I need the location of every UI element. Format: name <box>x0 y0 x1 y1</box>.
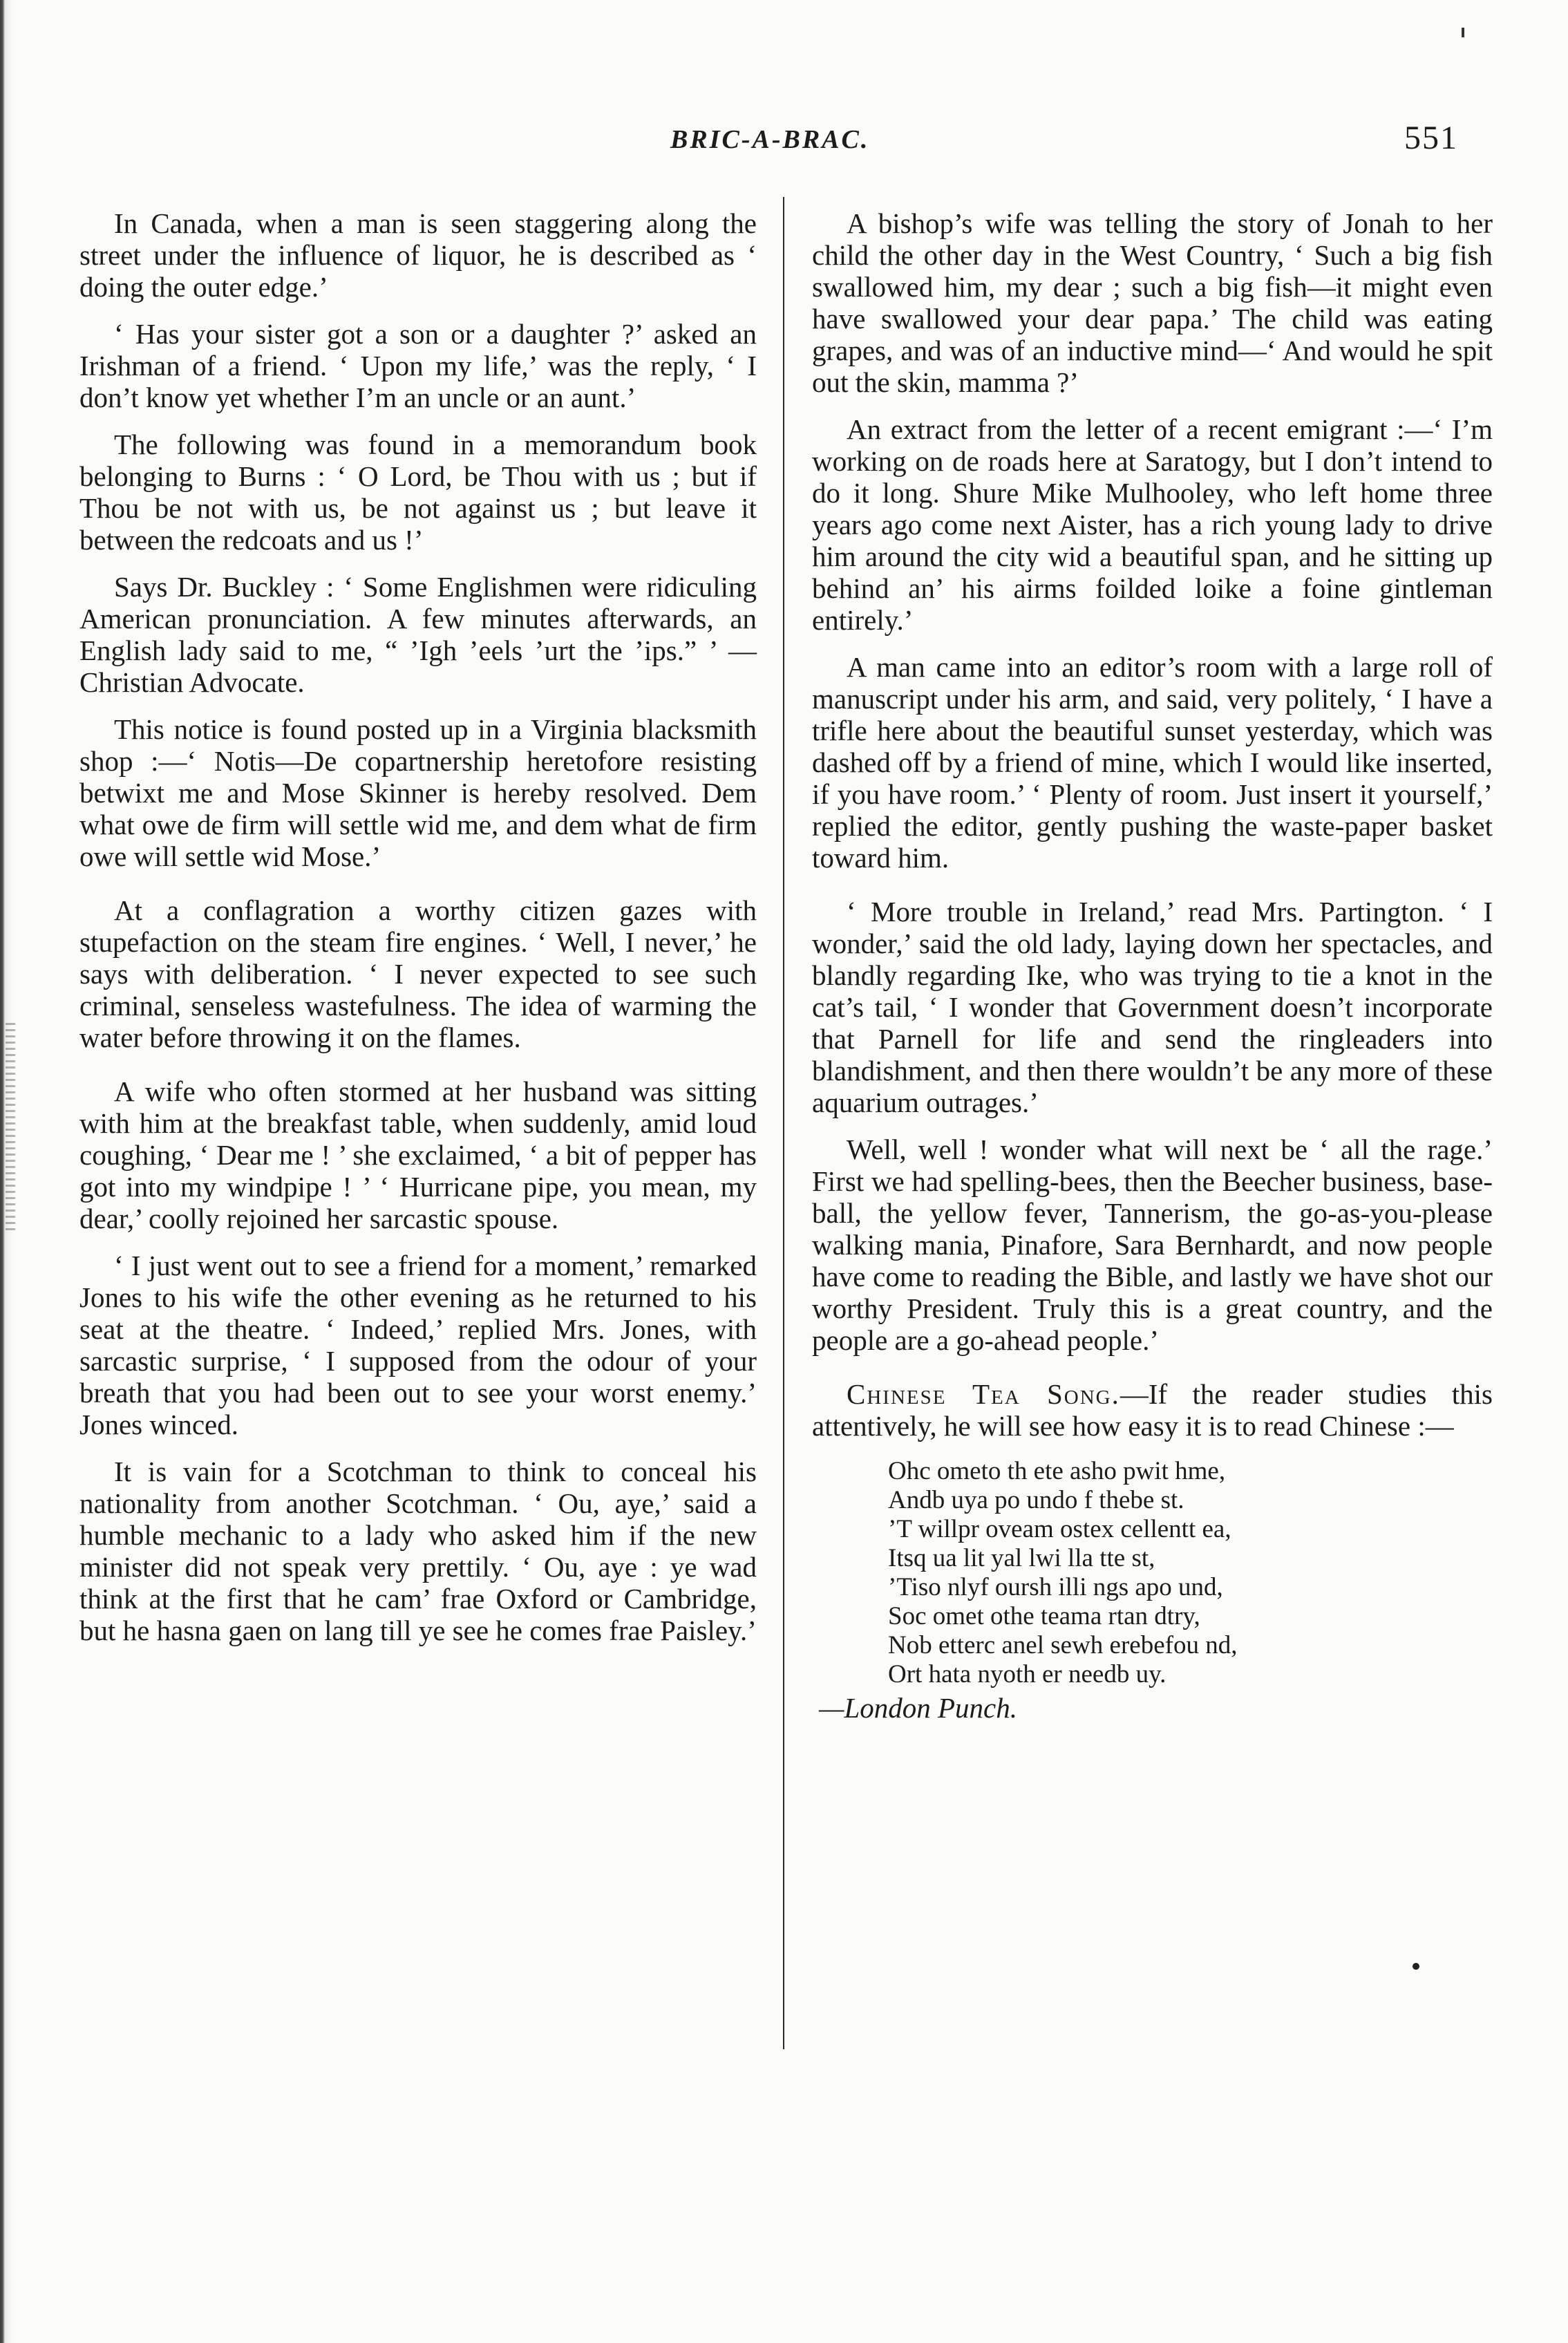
ink-speck <box>1462 28 1464 37</box>
anecdote-paragraph: A man came into an editor’s room with a large roll of manuscript under his arm, and said, very politely, ‘ I have a trifle here about the beautiful sunset yesterday, which was dashed off by a friend of mine, which I would like inserted, if you have room.’ ‘ Plenty of room. Just insert it yourself,’ replied the editor, gently pushing the waste-paper basket toward him. <box>812 651 1493 874</box>
book-binding-edge <box>0 0 41 2343</box>
verse-line: Ort hata nyoth er needb uy. <box>888 1660 1166 1688</box>
right-column <box>812 207 1493 1724</box>
binding-stitching <box>6 1023 15 1230</box>
verse-line: Andb uya po undo f thebe st. <box>888 1486 1184 1514</box>
tea-song-verse <box>812 1457 1493 1689</box>
anecdote-paragraph: An extract from the letter of a recent emigrant :—‘ I’m working on de roads here at Saratogy, but I don’t intend to do it long. Shure Mike Mulhooley, who left home three years ago come next Aister, has a rich young lady to drive him around the city wid a beautiful span, and he sitting up behind an’ his airms foilded loike a foine gintleman entirely.’ <box>812 413 1493 636</box>
verse-line: ’T willpr oveam ostex cellentt ea, <box>888 1515 1231 1543</box>
anecdote-paragraph: A bishop’s wife was telling the story of Jonah to her child the other day in the West Country, ‘ Such a big fish swallowed him, my dear ; such a big fish—it might even have swallowed your dear papa.’ The child was eating grapes, and was of an inductive mind—‘ And would he spit out the skin, mamma ?’ <box>812 207 1493 398</box>
anecdote-paragraph: At a conflagration a worthy citizen gazes with stupefaction on the steam fire engines. ‘ Well, I never,’ he says with deliberation. ‘ I never expected to see such criminal, senseless wastefulness. The idea of warming the water before throwing it on the flames. <box>79 894 757 1053</box>
verse-line: Nob etterc anel sewh erebefou nd, <box>888 1631 1238 1659</box>
tea-song-intro-text: —If the reader studies this attentively, he will see how easy it is to read Chinese :— <box>812 1378 1493 1442</box>
verse-line: Ohc ometo th ete asho pwit hme, <box>888 1457 1226 1485</box>
verse-line: Soc omet othe teama rtan dtry, <box>888 1602 1200 1630</box>
column-divider <box>783 197 784 2049</box>
tea-song-intro <box>812 1378 1493 1442</box>
anecdote-paragraph: A wife who often stormed at her husband was sitting with him at the breakfast table, when suddenly, amid loud coughing, ‘ Dear me ! ’ she exclaimed, ‘ a bit of pepper has got into my windpipe ! ’ ‘ Hurricane pipe, you mean, my dear,’ coolly rejoined her sarcastic spouse. <box>79 1075 757 1234</box>
anecdote-paragraph: This notice is found posted up in a Virginia blacksmith shop :—‘ Notis—De copartnership heretofore resisting betwixt me and Mose Skinner is hereby resolved. Dem what owe de firm will settle wid me, and dem what de firm owe will settle wid Mose.’ <box>79 713 757 872</box>
left-column <box>79 207 757 1662</box>
anecdote-paragraph: ‘ I just went out to see a friend for a moment,’ remarked Jones to his wife the other evening as he returned to his seat at the theatre. ‘ Indeed,’ replied Mrs. Jones, with sarcastic surprise, ‘ I supposed from the odour of your breath that you had been out to see your worst enemy.’ Jones winced. <box>79 1250 757 1440</box>
ink-dot <box>1413 1963 1419 1970</box>
anecdote-paragraph: In Canada, when a man is seen staggering along the street under the influence of liquor, he is described as ‘ doing the outer edge.’ <box>79 207 757 303</box>
verse-line: ’Tiso nlyf oursh illi ngs apo und, <box>888 1573 1223 1601</box>
tea-song-heading: Chinese Tea Song. <box>847 1378 1120 1410</box>
page-number: 551 <box>1404 120 1458 156</box>
anecdote-paragraph: Well, well ! wonder what will next be ‘ all the rage.’ First we had spelling-bees, then the Beecher business, base-ball, the yellow fever, Tannerism, the go-as-you-please walking mania, Pinafore, Sara Bernhardt, and now people have come to reading the Bible, and lastly we have shot our worthy President. Truly this is a great country, and the people are a go-ahead people.’ <box>812 1133 1493 1356</box>
running-title: BRIC-A-BRAC. <box>670 125 870 154</box>
anecdote-paragraph: The following was found in a memorandum book belonging to Burns : ‘ O Lord, be Thou with us ; but if Thou be not with us, be not against us ; but leave it between the redcoats and us !’ <box>79 429 757 556</box>
anecdote-paragraph: It is vain for a Scotchman to think to conceal his nationality from another Scotchman. ‘ Ou, aye,’ said a humble mechanic to a lady who asked him if the new minister did not speak very prettily. ‘ Ou, aye : ye wad think at the first that he cam’ frae Oxford or Cambridge, but he hasna gaen on lang till ye see he comes frae Paisley.’ <box>79 1456 757 1646</box>
tea-song-attribution: —London Punch. <box>819 1692 1017 1724</box>
anecdote-paragraph: ‘ More trouble in Ireland,’ read Mrs. Partington. ‘ I wonder,’ said the old lady, laying down her spectacles, and blandly regarding Ike, who was trying to tie a knot in the cat’s tail, ‘ I wonder that Government doesn’t incorporate that Parnell for life and send the ringleaders into blandishment, and then there wouldn’t be any more of these aquarium outrages.’ <box>812 896 1493 1118</box>
anecdote-paragraph: Says Dr. Buckley : ‘ Some Englishmen were ridiculing American pronunciation. A few minutes afterwards, an English lady said to me, “ ’Igh ’eels ’urt the ’ips.” ’ —Christian Advocate. <box>79 571 757 698</box>
anecdote-paragraph: ‘ Has your sister got a son or a daughter ?’ asked an Irishman of a friend. ‘ Upon my life,’ was the reply, ‘ I don’t know yet whether I’m an uncle or an aunt.’ <box>79 318 757 413</box>
verse-line: Itsq ua lit yal lwi lla tte st, <box>888 1544 1155 1572</box>
page-header <box>643 120 1458 173</box>
